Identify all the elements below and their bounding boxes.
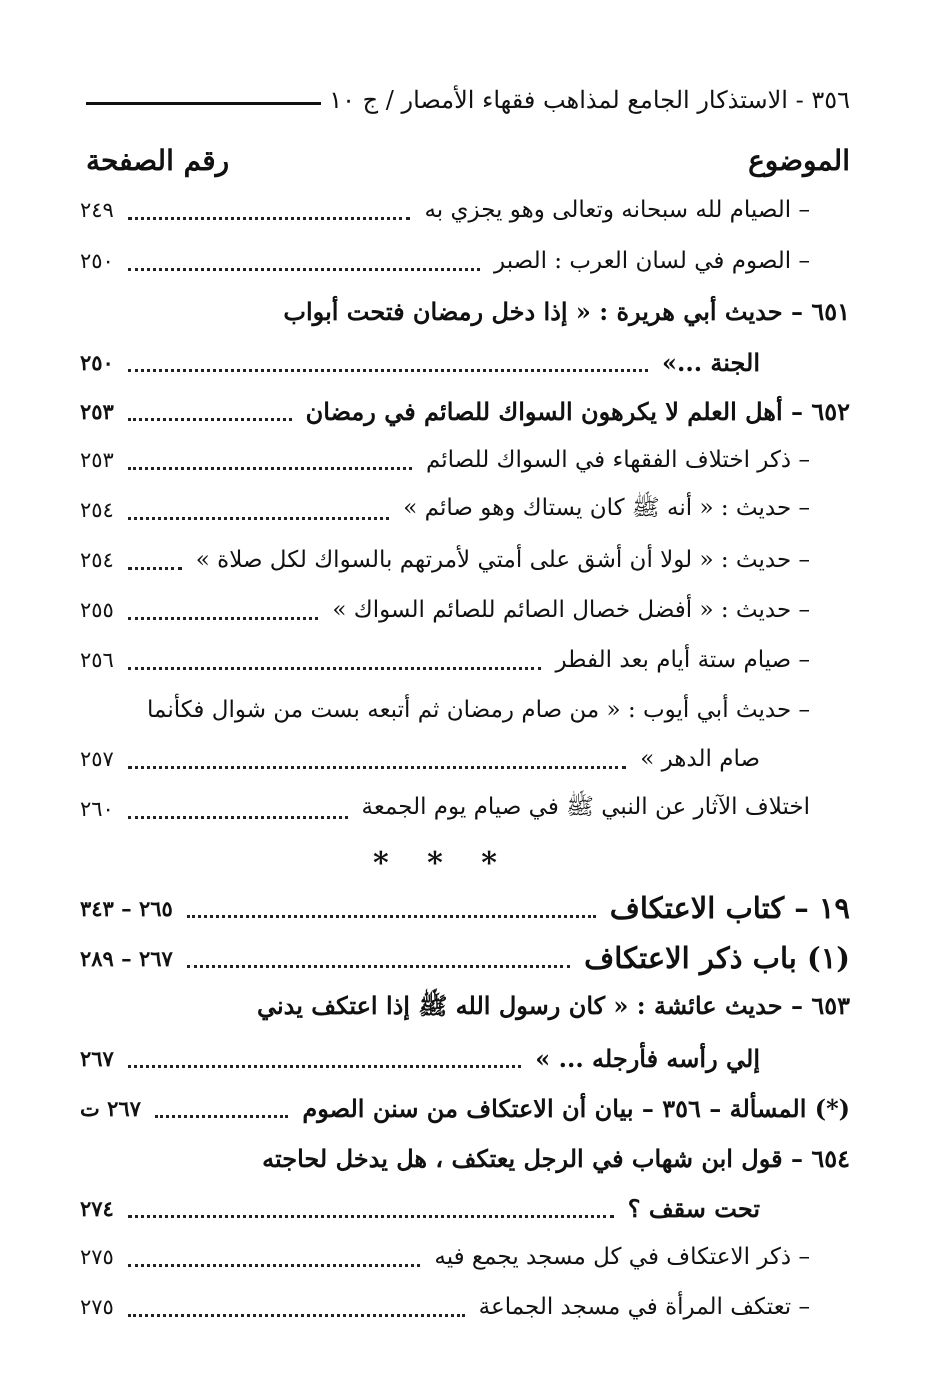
toc-entry xyxy=(80,986,850,1030)
toc-entry-page: ٢٦٧ ت xyxy=(80,1095,141,1121)
toc-entry-title: – حديث : « أنه ﷺ كان يستاك وهو صائم » xyxy=(403,495,810,521)
toc-entry-page: ٢٥٤ xyxy=(80,548,114,572)
toc-entry-title: – الصوم في لسان العرب : الصبر xyxy=(494,248,810,274)
toc-entry-title: ٦٥٤ – قول ابن شهاب في الرجل يعتكف ، هل يدخل لحاجته xyxy=(262,1143,850,1173)
toc-entry xyxy=(80,638,850,682)
toc-entry xyxy=(80,289,850,333)
dot-leader xyxy=(128,369,648,372)
toc-entry-continuation xyxy=(80,340,850,384)
toc-entry-page: ٢٦٧ xyxy=(80,1045,114,1071)
toc-entry-page: ٢٥٧ xyxy=(80,747,114,771)
dot-leader xyxy=(128,1065,521,1068)
toc-entry-page: ٢٧٥ xyxy=(80,1295,114,1319)
toc-entry xyxy=(80,588,850,632)
dot-leader xyxy=(128,816,348,819)
toc-entry-continuation xyxy=(80,737,850,781)
toc-entry-page: ٢٥٥ xyxy=(80,598,114,622)
toc-entry xyxy=(80,188,850,232)
toc-entry-page: ٢٦٠ xyxy=(80,797,114,821)
toc-entry-page: ٢٥٣ xyxy=(80,448,114,472)
dot-leader xyxy=(128,1314,465,1317)
toc-entry-title: اختلاف الآثار عن النبي ﷺ في صيام يوم الجمعة xyxy=(361,794,810,820)
page-number-header: رقم الصفحة xyxy=(86,143,230,177)
toc-entry-title: – حديث : « لولا أن أشق على أمتي لأمرتهم بالسواك لكل صلاة » xyxy=(195,547,810,573)
toc-entry xyxy=(80,936,850,980)
toc-entry-title: (*) المسألة – ٣٥٦ – بيان أن الاعتكاف من سنن الصوم xyxy=(302,1093,850,1123)
toc-entry-title: – صيام ستة أيام بعد الفطر xyxy=(555,647,810,673)
toc-entry xyxy=(80,438,850,482)
toc-entry-title: الجنة ...» xyxy=(661,347,760,377)
toc-entry-title: – حديث : « أفضل خصال الصائم للصائم السواك » xyxy=(332,597,810,623)
toc-entry-page: ٢٥٣ xyxy=(80,398,114,424)
toc-entry-page: ٢٥٠ xyxy=(80,349,114,375)
dot-leader xyxy=(128,766,626,769)
dot-leader xyxy=(128,667,542,670)
toc-entry xyxy=(80,538,850,582)
dot-leader xyxy=(128,517,389,520)
toc-entry-page: ٢٥٦ xyxy=(80,648,114,672)
toc-entry xyxy=(80,389,850,433)
toc-entry-title: تحت سقف ؟ xyxy=(627,1193,760,1223)
dot-leader xyxy=(128,567,182,570)
toc-entry xyxy=(80,488,850,532)
dot-leader xyxy=(128,1264,421,1267)
toc-entry-page: ٢٥٠ xyxy=(80,249,114,273)
toc-entry-page: ٢٥٤ xyxy=(80,498,114,522)
toc-entry-page: ٢٧٥ xyxy=(80,1245,114,1269)
toc-entry xyxy=(80,1235,850,1279)
toc-entry xyxy=(80,886,850,930)
toc-entry-title: صام الدهر » xyxy=(640,746,760,772)
toc-entry-continuation xyxy=(80,1036,850,1080)
dot-leader xyxy=(187,965,570,968)
toc-entry-title: – الصيام لله سبحانه وتعالى وهو يجزي به xyxy=(424,197,810,223)
toc-entry-page: ٢٧٤ xyxy=(80,1195,114,1221)
toc-entry xyxy=(80,787,850,831)
toc-entry-page: ٢٦٥ – ٣٤٣ xyxy=(80,895,173,921)
dot-leader xyxy=(128,418,292,421)
toc-entry xyxy=(80,688,850,732)
toc-entry-title: ٦٥١ – حديث أبي هريرة : « إذا دخل رمضان فتحت أبواب xyxy=(283,296,850,326)
toc-entry-title: ١٩ – كتاب الاعتكاف xyxy=(609,891,850,925)
dot-leader xyxy=(187,915,596,918)
toc-entry xyxy=(80,239,850,283)
toc-entry xyxy=(80,1285,850,1329)
toc-entry-title: – حديث أبي أيوب : « من صام رمضان ثم أتبعه بست من شوال فكأنما xyxy=(147,697,810,723)
dot-leader xyxy=(128,467,412,470)
toc-entry-title: – ذكر الاعتكاف في كل مسجد يجمع فيه xyxy=(434,1244,810,1270)
toc-entry-title: ٦٥٢ – أهل العلم لا يكرهون السواك للصائم في رمضان xyxy=(305,396,850,426)
toc-entry-continuation xyxy=(80,1186,850,1230)
toc-entry-page: ٢٦٧ – ٢٨٩ xyxy=(80,945,173,971)
toc-entry-title: (١) باب ذكر الاعتكاف xyxy=(584,941,850,975)
toc-entry-title: – ذكر اختلاف الفقهاء في السواك للصائم xyxy=(425,447,810,473)
toc-entry-title: إلي رأسه فأرجله ... » xyxy=(535,1043,760,1073)
section-separator: * * * xyxy=(373,846,511,881)
toc-entry-page: ٢٤٩ xyxy=(80,198,114,222)
dot-leader xyxy=(128,617,319,620)
toc-entry-title: – تعتكف المرأة في مسجد الجماعة xyxy=(478,1294,810,1320)
dot-leader xyxy=(128,217,411,220)
dot-leader xyxy=(128,1215,614,1218)
toc-entry-title: ٦٥٣ – حديث عائشة : « كان رسول الله ﷺ إذا اعتكف يدني xyxy=(256,990,850,1020)
toc-entry xyxy=(80,1086,850,1130)
toc-entry xyxy=(80,1136,850,1180)
dot-leader xyxy=(155,1115,288,1118)
topic-header: الموضوع xyxy=(748,143,850,177)
dot-leader xyxy=(128,268,480,271)
running-head-text: ٣٥٦ - الاستذكار الجامع لمذاهب فقهاء الأمصار / ج ١٠ xyxy=(329,86,850,114)
